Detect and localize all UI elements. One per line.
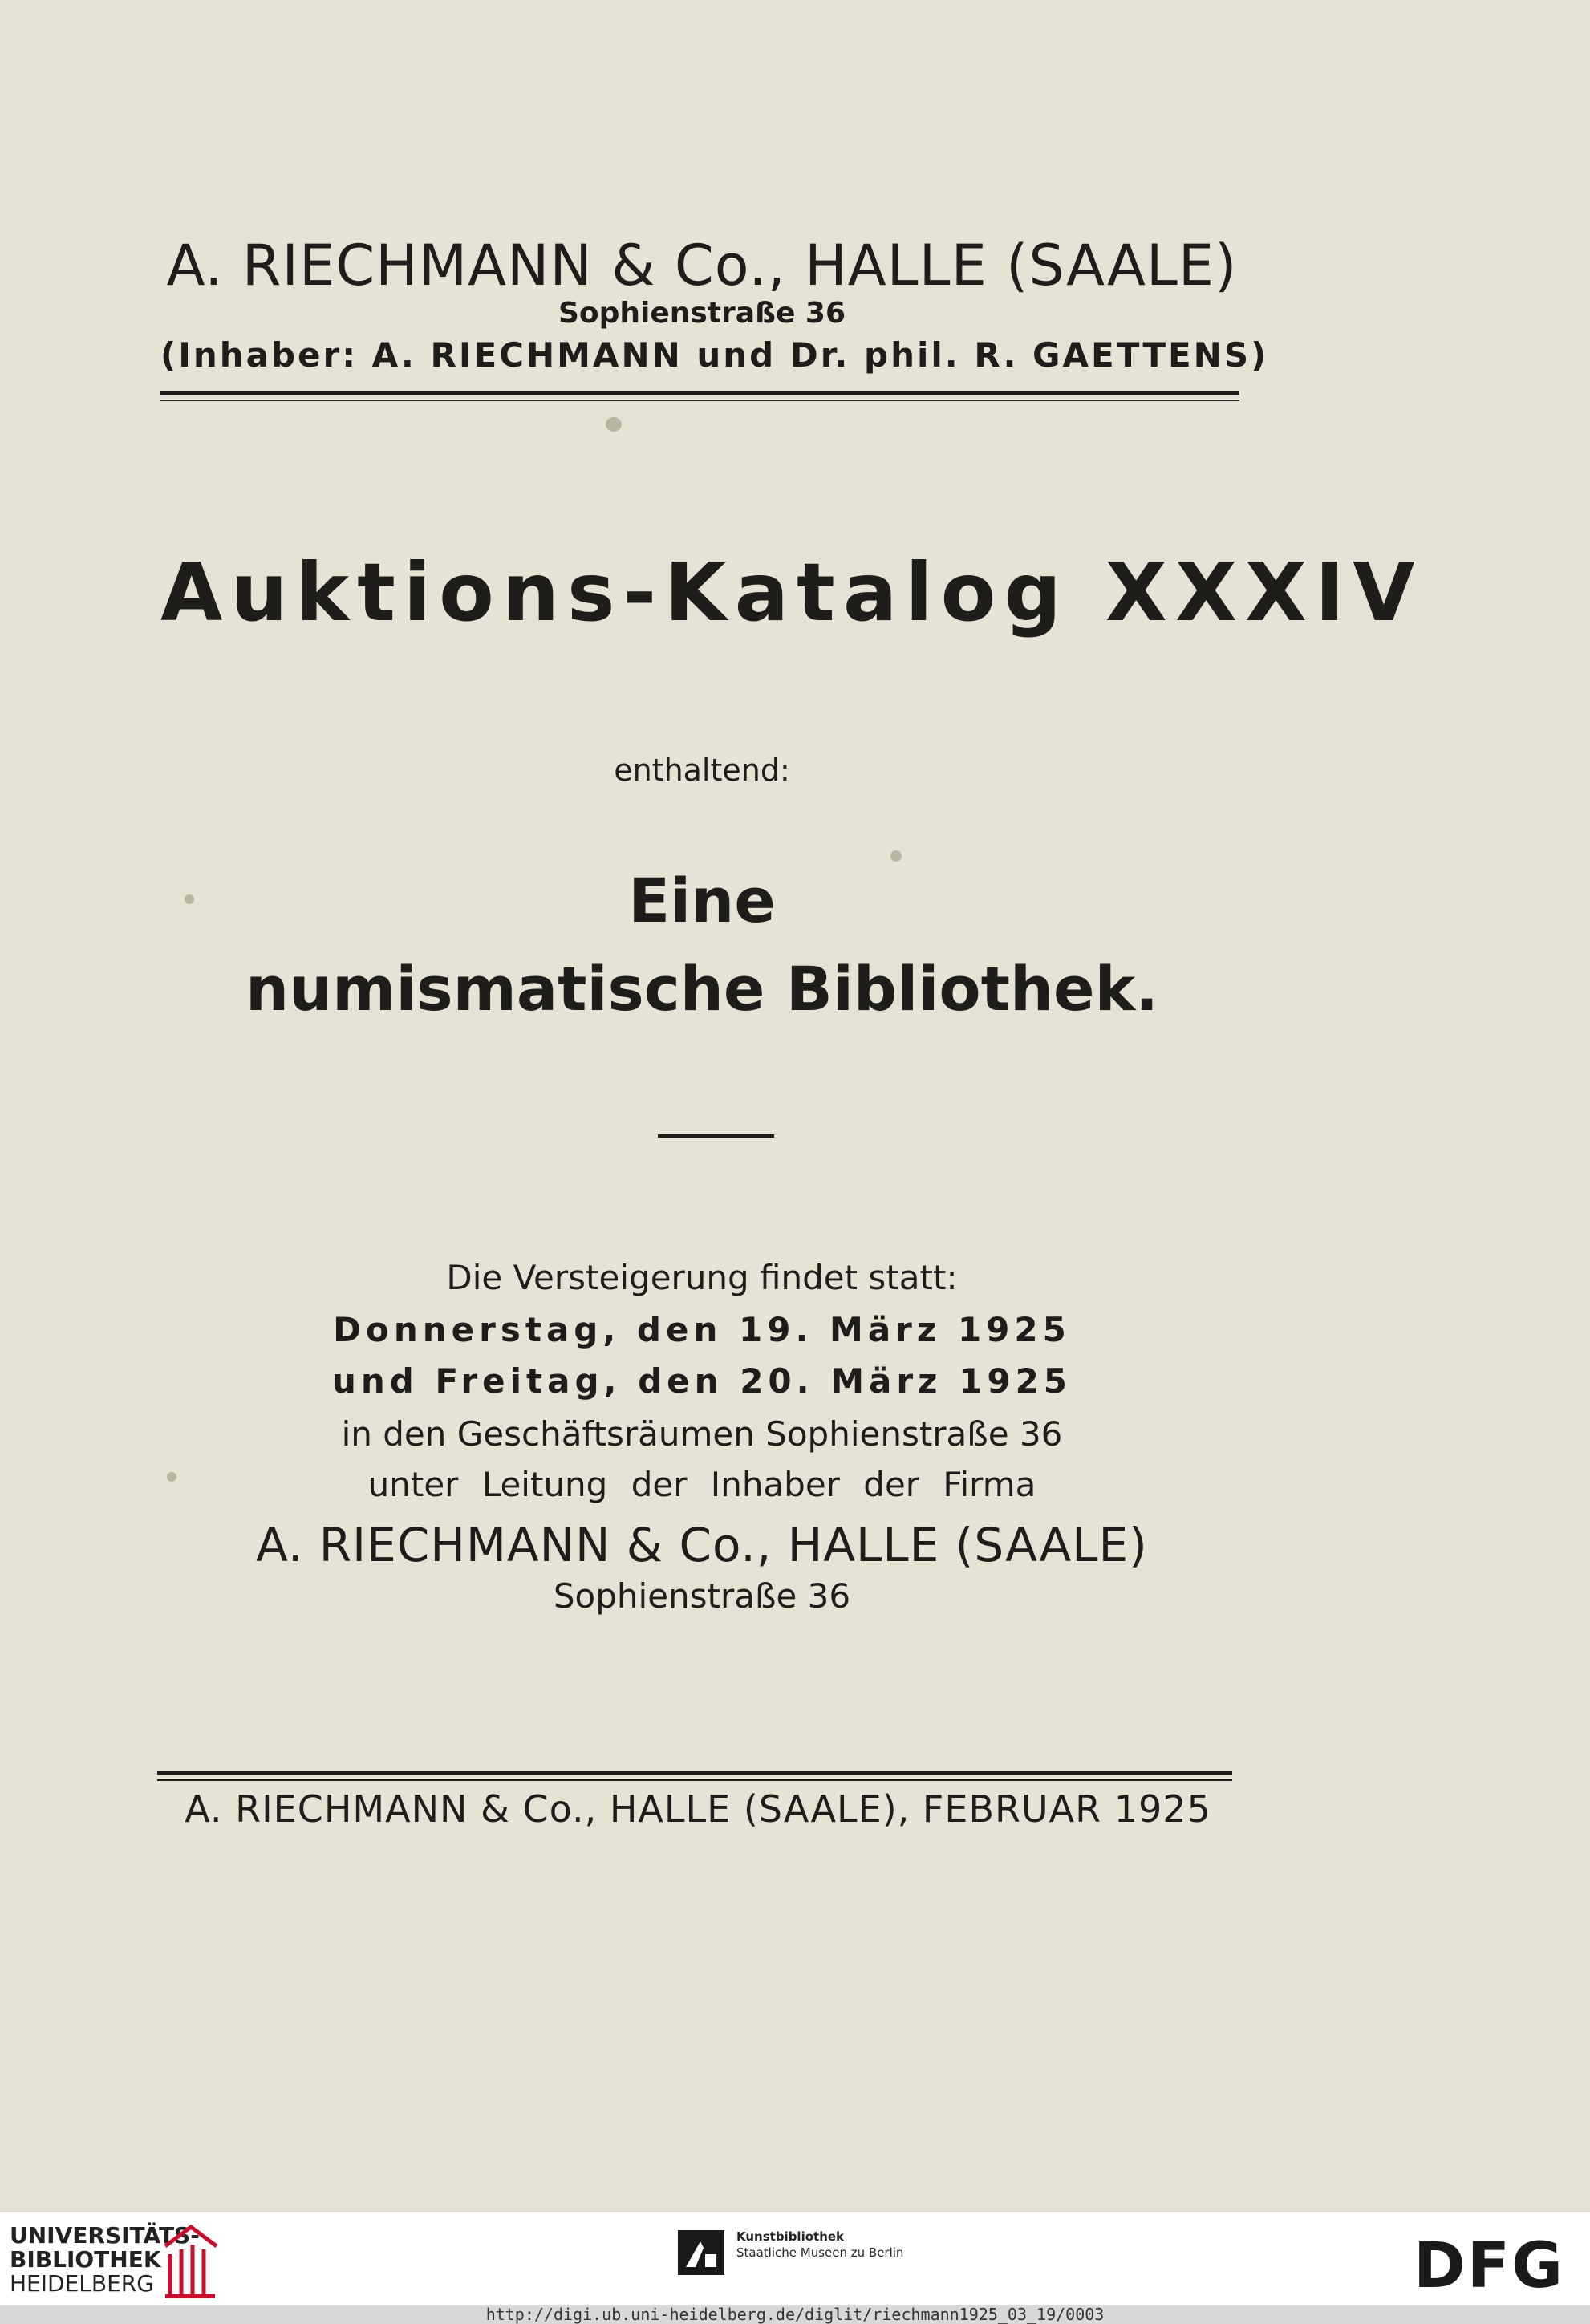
section-divider [658,1134,774,1138]
auction-date-2: und Freitag, den 20. März 1925 [331,1361,1073,1401]
kb-line-2: Staatliche Museen zu Berlin [736,2245,904,2260]
ub-line-3: HEIDELBERG [10,2270,154,2297]
header-rule-thick [160,391,1239,395]
permalink-url[interactable]: http://digi.ub.uni-heidelberg.de/diglit/riechmann1925_03_19/0003 [0,2305,1590,2324]
auction-direction: unter Leitung der Inhaber der Firma [367,1465,1036,1504]
kb-line-1: Kunstbibliothek [736,2229,845,2244]
ub-heidelberg-icon [159,2222,221,2301]
auction-firm: A. RIECHMANN & Co., HALLE (SAALE) [256,1518,1148,1572]
kunstbibliothek-text[interactable] [736,2229,903,2261]
imprint-line: A. RIECHMANN & Co., HALLE (SAALE), FEBRUAR 1925 [185,1787,1211,1831]
auction-location: in den Geschäftsräumen Sophienstraße 36 [341,1414,1063,1454]
subject-line-2: numismatische Bibliothek. [245,953,1159,1024]
auction-street: Sophienstraße 36 [553,1576,851,1616]
imprint-rule-thick [157,1771,1232,1775]
header-rule-thin [160,400,1239,401]
imprint-rule-thin [157,1779,1232,1781]
header-street: Sophienstraße 36 [558,297,846,330]
header-owners: (Inhaber: A. RIECHMANN und Dr. phil. R. GAETTENS) [160,335,1269,375]
catalog-title: Auktions-Katalog XXXIV [160,546,1423,639]
paper-spot [890,850,902,862]
auction-intro: Die Versteigerung findet statt: [446,1258,958,1297]
auction-date-1: Donnerstag, den 19. März 1925 [333,1310,1071,1349]
kunstbibliothek-icon [678,2230,726,2277]
containing-label: enthaltend: [614,752,790,788]
header-firm-line: A. RIECHMANN & Co., HALLE (SAALE) [166,233,1238,298]
subject-line-1: Eine [628,865,776,936]
dfg-logo[interactable]: DFG [1414,2230,1565,2302]
paper-spot [606,417,622,432]
ub-line-2: BIBLIOTHEK [10,2246,161,2273]
ub-line-1: UNIVERSITÄTS- [10,2222,200,2249]
